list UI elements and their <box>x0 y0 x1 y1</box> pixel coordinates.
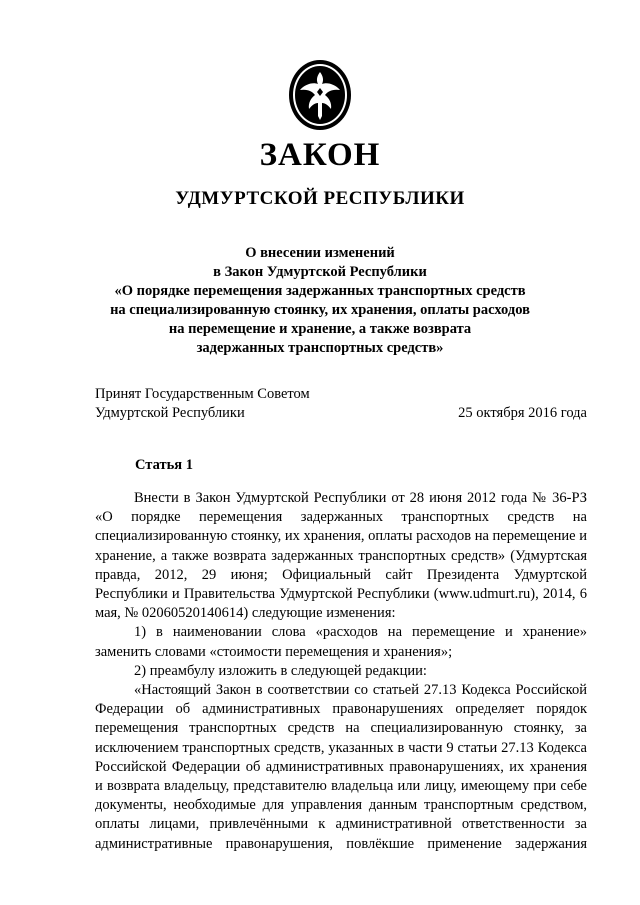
document-title: ЗАКОН <box>259 137 381 173</box>
article-paragraph: 1) в наименовании слова «расходов на перемещение и хранение» заменить словами «стоимости перемещения и хранения»; <box>95 624 587 660</box>
adoption-date: 25 октября 2016 года <box>458 405 587 421</box>
article-paragraph: «Настоящий Закон в соответствии со статьей 27.13 Кодекса Российской Федерации об административных правонарушениях определяет порядок перемещения транспортных средств на специализированную стоянку, за исключением транспортных средств, указанных в части 9 статьи 27.13 Кодекса Российской Федерации об административных правонарушениях, их хранения и возврата владельцу, представителю владельца или лицу, имеющему при себе документы, необходимые для управления данным транспортным средством, оплаты лицами, привлечёнными к административной ответственности за административные правонарушения, повлёкшие применение задержания <box>95 682 587 852</box>
law-title-line: задержанных транспортных средств» <box>196 340 444 356</box>
article-body <box>95 489 587 854</box>
article-paragraph: 2) преамбулу изложить в следующей редакции: <box>134 662 427 679</box>
law-title <box>80 244 560 358</box>
udmurt-coat-of-arms-icon <box>287 58 353 132</box>
adopted-by-line: Принят Государственным Советом <box>95 386 310 402</box>
law-title-line: в Закон Удмуртской Республики <box>213 264 427 280</box>
document-subtitle: УДМУРТСКОЙ РЕСПУБЛИКИ <box>175 188 465 209</box>
adopted-by-line-2: Удмуртской Республики <box>95 405 245 421</box>
law-title-line: «О порядке перемещения задержанных транспортных средств <box>114 283 526 299</box>
law-title-line: на перемещение и хранение, а также возврата <box>168 321 472 337</box>
article-paragraph: Внести в Закон Удмуртской Республики от 28 июня 2012 года № 36-РЗ «О порядке перемещения задержанных транспортных средств на специализированную стоянку, их хранения, оплаты расходов на перемещение и хранение, а также возврата задержанных транспортных средств» (Удмуртская правда, 2012, 29 июня; Официальный сайт Президента Удмуртской Республики и Правительства Удмуртской Республики (www.udmurt.ru), 2014, 6 мая, № 02060520140614) следующие изменения: <box>95 490 587 622</box>
law-title-line: О внесении изменений <box>245 245 395 261</box>
adoption-block <box>95 385 587 423</box>
law-title-line: на специализированную стоянку, их хранения, оплаты расходов <box>110 302 530 318</box>
article-heading: Статья 1 <box>135 457 193 473</box>
